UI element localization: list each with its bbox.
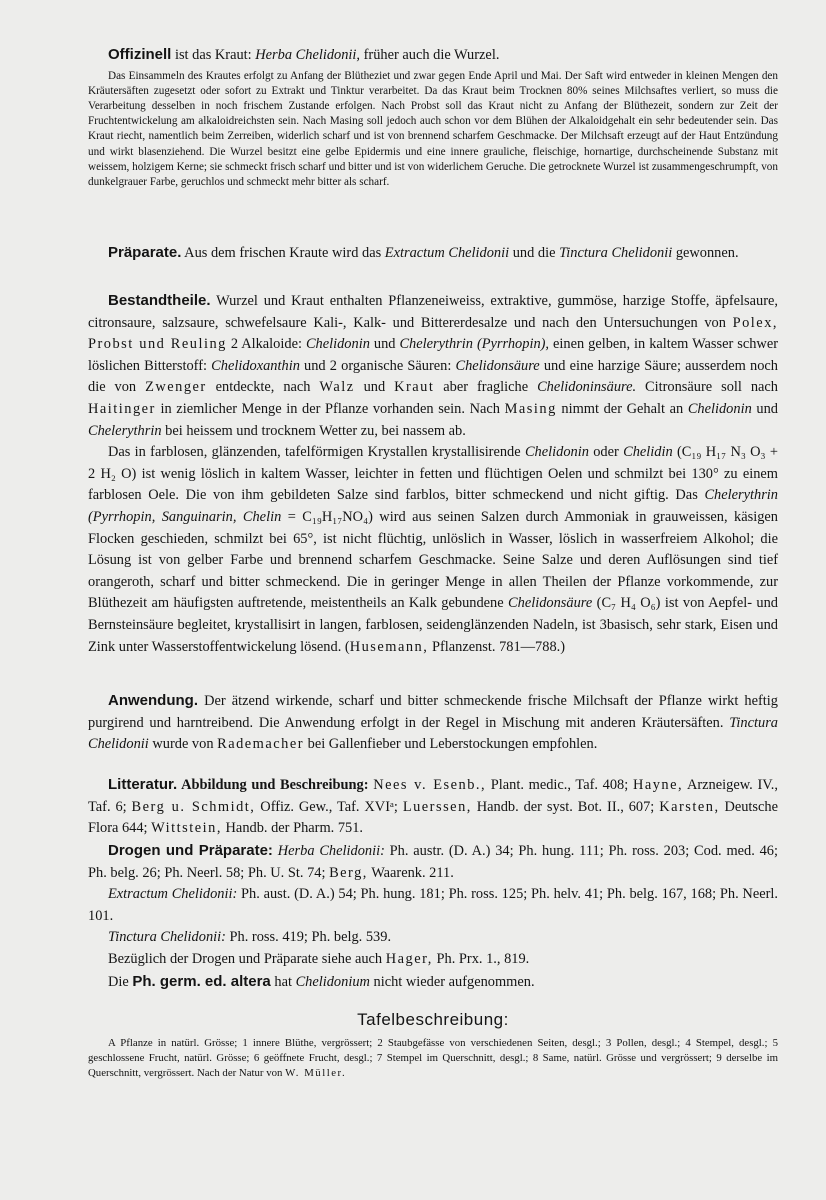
drogen-tinctura: Tinctura Chelidonii: Ph. ross. 419; Ph. belg. 539. — [108, 929, 392, 946]
drogen-herba: Drogen und Präparate: Herba Chelidonii: Ph. austr. (D. A.) 34; Ph. hung. 111; Ph. ross. 203; Cod. med. 46; Ph. belg. 26; Ph. Neerl. 58; Ph. U. St. 74; Berg, Waarenk. 211. — [88, 842, 778, 881]
section-praeparate — [88, 242, 778, 265]
section-tafelbeschreibung — [88, 1010, 778, 1082]
litteratur-paragraph: Litteratur. Abbildung und Beschreibung: Nees v. Esenb., Plant. medic., Taf. 408; Hayne, Arzneigew. IV., Taf. 6; Berg u. Schmidt, Offiz. Gew., Taf. XVIᵃ; Luerssen, Handb. der syst. Bot. II., 607; Karsten, Deutsche Flora 644; Wittstein, Handb. der Pharm. 751. — [88, 776, 778, 837]
officinal-paragraph: Das Einsammeln des Krautes erfolgt zu Anfang der Blütheziet und zwar gegen Ende April und Mai. Der Saft wird entweder in kleinen Mengen den Kräutersäften zugesetzt oder sofort zu Extrakt und Tinktur verarbeitet. Da das Kraut beim Trocknen 80% seines Milchsaftes verliert, so muss die Verarbeitung desselben in noch frischem Zustande erfolgen. Nach Probst soll das Kraut nicht zu Anfang der Blüthezeit, sondern zur Zeit der Fruchtentwickelung am alkaloidreichsten sein. Nach Masing soll jedoch auch schon vor dem Blühen der Alkaloidgehalt ein sehr bedeutender sein. Das Kraut riecht, namentlich beim Zerreiben, widerlich scharf und ist von brennend scharfem Geschmacke. Der Milchsaft erzeugt auf der Haut Entzündung und wirkt blasenziehend. Die Wurzel besitzt eine gelbe Epidermis und eine innere grauliche, fleischige, hornartige, durchscheinende Substanz mit weissem, holzigem Kerne; sie schmeckt frisch scharf und bitter und ist von widerlichem Geruche. Die getrocknete Wurzel ist zusammengeschrumpft, von dunkelgrauer Farbe, geruchlos und schmeckt mehr bitter als scharf. — [88, 69, 778, 189]
anwendung-paragraph: Anwendung. Der ätzend wirkende, scharf und bitter schmeckende frische Milchsaft der Pflanze wirkt heftig purgirend und harntreibend. Die Anwendung erfolgt in der Regel in Mischung mit anderen Kräutersäften. Tinctura Chelidonii wurde von Rademacher bei Gallenfieber und Leberstockungen empfohlen. — [88, 692, 778, 753]
bestandtheile-heading: Bestandtheile. — [108, 292, 211, 309]
drogen-hager: Bezüglich der Drogen und Präparate siehe auch Hager, Ph. Prx. 1., 819. — [108, 950, 530, 967]
section-litteratur — [88, 774, 778, 840]
section-officinal — [88, 44, 778, 190]
bestandtheile-paragraph-1: Bestandtheile. Wurzel und Kraut enthalten Pflanzeneiweiss, extraktive, gummöse, harzige Stoffe, äpfelsaure, citronsaure, salzsaure, schwefelsaure Kali-, Kalk- und Bittererdesalze und nach den Untersuchungen von Polex, Probst und Reuling 2 Alkaloide: Chelidonin und Chelerythrin (Pyrrhopin), einen gelben, in kaltem Wasser schwer löslichen Bitterstoff: Chelidoxanthin und 2 organische Säuren: Chelidonsäure und eine harzige Säure; ausserdem noch die von Zwenger entdeckte, nach Walz und Kraut aber fragliche Chelidoninsäure. Citronsäure soll nach Haitinger in ziemlicher Menge in der Pflanze vorhanden sein. Nach Masing nimmt der Gehalt an Chelidonin und Chelerythrin bei heissem und trocknem Wetter zu, bei nassem ab. — [88, 292, 779, 439]
tafel-paragraph: A Pflanze in natürl. Grösse; 1 innere Blüthe, vergrössert; 2 Staubgefässe von verschiedenen Seiten, desgl.; 3 Pollen, desgl.; 4 Stempel, desgl.; 5 geschlossene Frucht, natürl. Grösse; 6 geöffnete Frucht, desgl.; 7 Stempel im Querschnitt, desgl.; 8 Same, natürl. Grösse und vergrössert; 9 derselbe im Querschnitt, vergrössert. Nach der Natur von W. Müller. — [88, 1037, 778, 1080]
drogen-extractum: Extractum Chelidonii: Ph. aust. (D. A.) 54; Ph. hung. 181; Ph. ross. 125; Ph. helv. 41; Ph. belg. 167, 168; Ph. Neerl. 101. — [88, 886, 778, 924]
bestandtheile-paragraph-2: Das in farblosen, glänzenden, tafelförmigen Krystallen krystallisirende Chelidonin oder Chelidin (C₁₉ H₁₇ N₃ O₃ + 2 H₂ O) ist wenig löslich in kaltem Wasser, leichter in fetten und flüchtigen Oelen und schmilzt bei 130° zu einem farblosen Oele. Die von ihm gebildeten Salze sind farblos, bitter schmeckend und nicht giftig. Das Chelerythrin (Pyrrhopin, Sanguinarin, Chelin = C₁₉H₁₇NO₄) wird aus seinen Salzen durch Ammoniak in grauweissen, käsigen Flocken geschieden, schmilzt bei 65°, ist nicht flüchtig, unlöslich in Wasser, löslich in wasserfreiem Alkohol; die Lösung ist von gelber Farbe und brennend scharfem Geschmacke. Seine Salze und deren Auflösungen sind tief orangeroth, scharf und bitter schmeckend. Die in geringer Menge in allen Theilen der Pflanze vorkommende, zur Blüthezeit am häufigsten auftretende, meistentheils an Kalk gebundene Chelidonsäure (C₇ H₄ O₆) ist von Aepfel- und Bernsteinsäure begleitet, krystallisirt in langen, farblosen, seidenglänzenden Nadeln, ist 3basisch, sehr stark, Eisen und Zink unter Wasserstoffentwickelung lösend. (Husemann, Pflanzenst. 781—788.) — [88, 444, 779, 655]
officinal-line: Offizinell ist das Kraut: Herba Chelidonii, früher auch die Wurzel. — [108, 46, 500, 63]
drogen-ph-germ: Die Ph. germ. ed. altera hat Chelidonium nicht wieder aufgenommen. — [108, 972, 535, 990]
section-bestandtheile — [88, 290, 778, 658]
drogen-heading: Drogen und Präparate: — [108, 842, 273, 859]
anwendung-heading: Anwendung. — [108, 692, 198, 709]
section-anwendung — [88, 690, 778, 756]
praeparate-heading: Präparate. — [108, 244, 182, 261]
litteratur-heading: Litteratur. — [108, 776, 178, 793]
tafel-title: Tafelbeschreibung: — [357, 1010, 509, 1029]
praeparate-paragraph: Präparate. Aus dem frischen Kraute wird das Extractum Chelidonii und die Tinctura Chelidonii gewonnen. — [108, 244, 739, 261]
officinal-heading: Offizinell — [108, 46, 172, 63]
section-drogen — [88, 840, 778, 993]
